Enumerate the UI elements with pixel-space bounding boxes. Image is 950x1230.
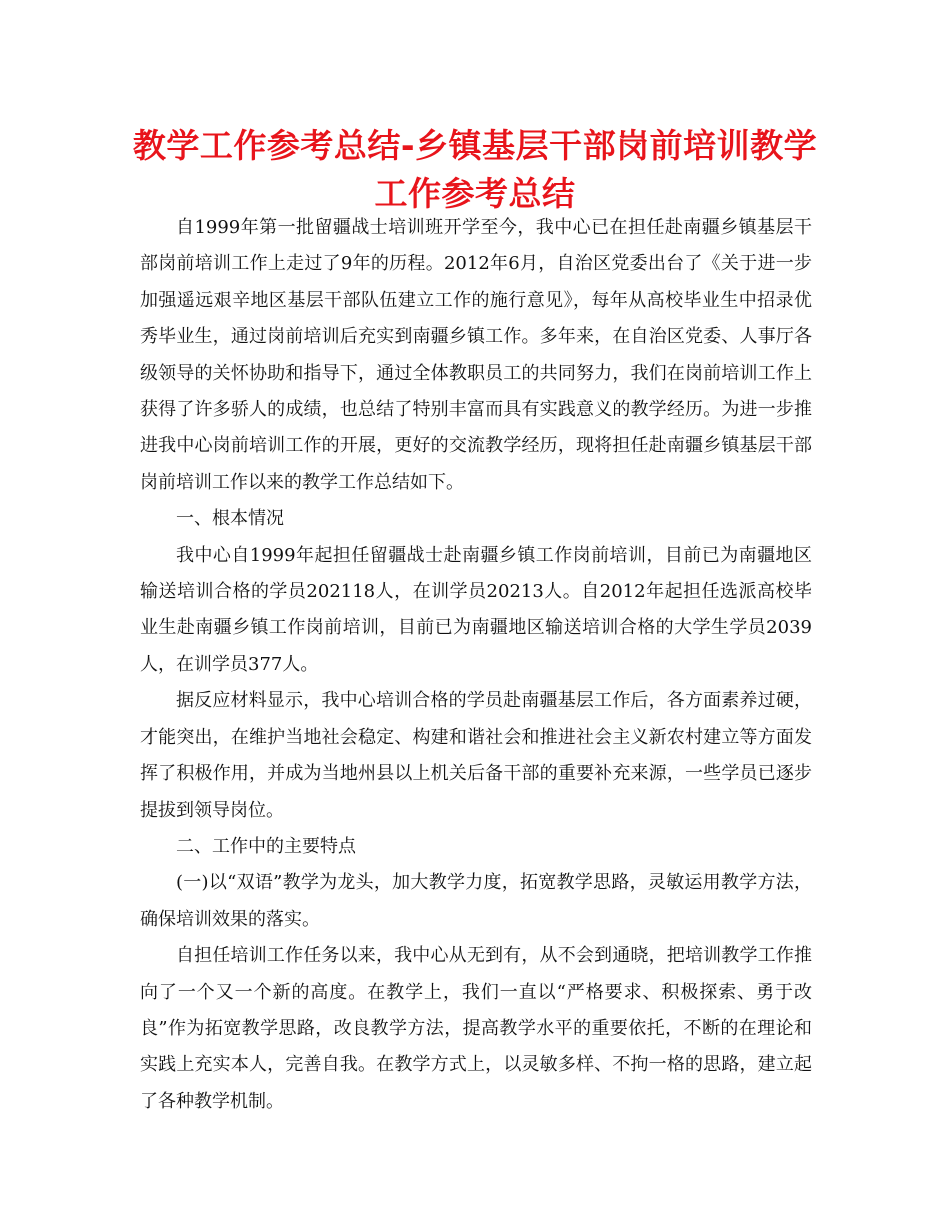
subsection-heading-bilingual: (一)以“双语”教学为龙头，加大教学力度，拓宽教学思路，灵敏运用教学方法，确保培训效果的落实。 — [140, 872, 812, 930]
intro-paragraph: 自1999年第一批留疆战士培训班开学至今，我中心已在担任赴南疆乡镇基层干部岗前培训工作上走过了9年的历程。2012年6月，自治区党委出台了《关于进一步加强遥远艰辛地区基层干部队伍建立工作的施行意见》，每年从高校毕业生中招录优秀毕业生，通过岗前培训后充实到南疆乡镇工作。多年来，在自治区党委、人事厅各级领导的关怀协助和指导下，通过全体教职员工的共同努力，我们在岗前培训工作上获得了许多骄人的成绩，也总结了特别丰富而具有实践意义的教学经历。为进一步推进我中心岗前培训工作的开展，更好的交流教学经历，现将担任赴南疆乡镇基层干部岗前培训工作以来的教学工作总结如下。 — [140, 217, 812, 493]
section-heading-basic-situation: 一、根本情况 — [176, 508, 284, 530]
document-body — [140, 210, 812, 1120]
basic-situation-paragraph: 我中心自1999年起担任留疆战士赴南疆乡镇工作岗前培训，目前已为南疆地区输送培训合格的学员202118人，在训学员20213人。自2012年起担任选派高校毕业生赴南疆乡镇工作岗前培训，目前已为南疆地区输送培训合格的大学生学员2039人，在训学员377人。 — [140, 544, 812, 675]
feedback-paragraph: 据反应材料显示，我中心培训合格的学员赴南疆基层工作后，各方面素养过硬，才能突出，在维护当地社会稳定、构建和谐社会和推进社会主义新农村建立等方面发挥了积极作用，并成为当地州县以上机关后备干部的重要补充来源，一些学员已逐步提拔到领导岗位。 — [140, 690, 812, 821]
teaching-paragraph: 自担任培训工作任务以来，我中心从无到有，从不会到通晓，把培训教学工作推向了一个又一个新的高度。在教学上，我们一直以“严格要求、积极探索、勇于改良”作为拓宽教学思路，改良教学方法，提高教学水平的重要依托，不断的在理论和实践上充实本人，完善自我。在教学方式上，以灵敏多样、不拘一格的思路，建立起了各种教学机制。 — [140, 945, 812, 1112]
section-heading-main-features: 二、工作中的主要特点 — [176, 835, 356, 857]
document-title: 教学工作参考总结-乡镇基层干部岗前培训教学工作参考总结 — [132, 126, 818, 213]
